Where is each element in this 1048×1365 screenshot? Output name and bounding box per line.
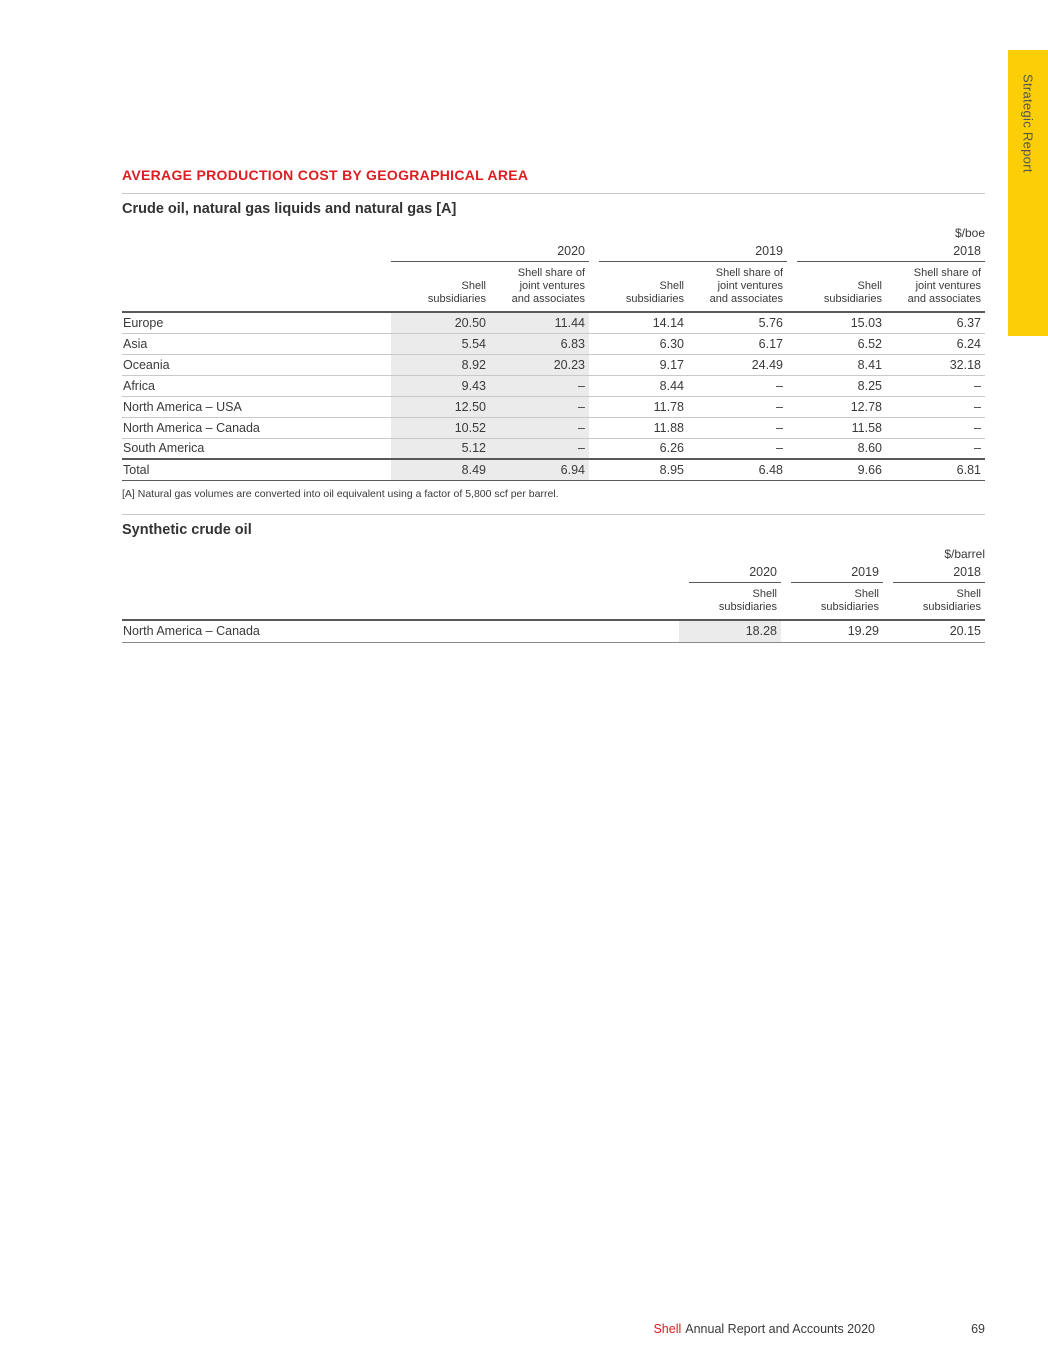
crude-table-heading: Crude oil, natural gas liquids and natural gas [A] (122, 201, 457, 217)
title-divider (122, 193, 985, 194)
value-cell: 6.37 (886, 312, 985, 333)
col-header-subsidiaries-2018: Shell subsidiaries (787, 262, 886, 312)
table-footnote: [A] Natural gas volumes are converted into oil equivalent using a factor of 5,800 scf per barrel. (122, 487, 559, 500)
page-number: 69 (971, 1322, 985, 1336)
value-cell: 18.28 (679, 620, 781, 643)
table-row-north-america-usa (122, 396, 985, 417)
table-row-total (122, 459, 985, 480)
value-cell: 19.29 (781, 620, 883, 643)
synthetic-cost-table (122, 563, 985, 644)
value-cell: 20.15 (883, 620, 985, 643)
footer-brand: Shell (653, 1322, 682, 1336)
table-row-north-america-canada (122, 620, 985, 643)
row-label: Africa (122, 375, 391, 396)
row-label: North America – USA (122, 396, 391, 417)
year-2020-header: 2020 (391, 242, 589, 262)
year-2019-header: 2019 (781, 563, 883, 583)
empty-header-cell (122, 583, 679, 620)
value-cell: 8.41 (787, 354, 886, 375)
section-divider (122, 514, 985, 515)
column-header-row (122, 583, 985, 620)
value-cell: – (688, 438, 787, 459)
value-cell: 10.52 (391, 417, 490, 438)
column-header-row (122, 262, 985, 312)
value-cell: 6.48 (688, 459, 787, 480)
value-cell: – (688, 417, 787, 438)
value-cell: – (886, 375, 985, 396)
value-cell: 6.17 (688, 333, 787, 354)
value-cell: – (688, 375, 787, 396)
value-cell: 24.49 (688, 354, 787, 375)
value-cell: 9.17 (589, 354, 688, 375)
row-label: North America – Canada (122, 417, 391, 438)
synthetic-table-unit: $/barrel (944, 546, 985, 561)
value-cell: 15.03 (787, 312, 886, 333)
value-cell: 11.58 (787, 417, 886, 438)
value-cell: 8.92 (391, 354, 490, 375)
value-cell: 6.83 (490, 333, 589, 354)
page-content (122, 0, 985, 643)
footer-text: Annual Report and Accounts 2020 (685, 1322, 875, 1336)
value-cell: 14.14 (589, 312, 688, 333)
row-label: South America (122, 438, 391, 459)
page-footer (122, 1322, 985, 1336)
col-header-jv-2019: Shell share of joint ventures and associates (688, 262, 787, 312)
table-row-asia (122, 333, 985, 354)
year-2018-header: 2018 (883, 563, 985, 583)
col-header-subsidiaries-2020: Shell subsidiaries (391, 262, 490, 312)
synthetic-table-heading: Synthetic crude oil (122, 521, 252, 538)
row-label: Total (122, 459, 391, 480)
col-header-subsidiaries-2020: Shell subsidiaries (718, 587, 777, 613)
value-cell: 11.88 (589, 417, 688, 438)
year-2020-header: 2020 (679, 563, 781, 583)
value-cell: 20.23 (490, 354, 589, 375)
year-2018-header: 2018 (787, 242, 985, 262)
value-cell: 5.76 (688, 312, 787, 333)
value-cell: 11.78 (589, 396, 688, 417)
row-label: Asia (122, 333, 391, 354)
value-cell: – (688, 396, 787, 417)
value-cell: – (490, 438, 589, 459)
page-title: AVERAGE PRODUCTION COST BY GEOGRAPHICAL AREA (122, 167, 529, 183)
table-row-south-america (122, 438, 985, 459)
strategic-report-tab (1008, 50, 1048, 336)
strategic-report-tab-label: Strategic Report (1020, 74, 1036, 173)
value-cell: 5.54 (391, 333, 490, 354)
value-cell: 8.49 (391, 459, 490, 480)
value-cell: 8.95 (589, 459, 688, 480)
value-cell: 5.12 (391, 438, 490, 459)
empty-header-cell (122, 262, 391, 312)
value-cell: – (886, 438, 985, 459)
value-cell: 11.44 (490, 312, 589, 333)
value-cell: 12.78 (787, 396, 886, 417)
table-row-europe (122, 312, 985, 333)
value-cell: – (490, 396, 589, 417)
col-header-jv-2018: Shell share of joint ventures and associates (886, 262, 985, 312)
value-cell: – (886, 417, 985, 438)
col-header-subsidiaries-2019: Shell subsidiaries (589, 262, 688, 312)
table-row-africa (122, 375, 985, 396)
value-cell: 9.66 (787, 459, 886, 480)
table-row-north-america-canada (122, 417, 985, 438)
year-header-row (122, 563, 985, 583)
value-cell: 32.18 (886, 354, 985, 375)
year-2019-header: 2019 (589, 242, 787, 262)
col-header-subsidiaries-2019: Shell subsidiaries (820, 587, 879, 613)
value-cell: 12.50 (391, 396, 490, 417)
value-cell: 8.25 (787, 375, 886, 396)
value-cell: – (886, 396, 985, 417)
value-cell: 6.24 (886, 333, 985, 354)
value-cell: 9.43 (391, 375, 490, 396)
value-cell: 6.94 (490, 459, 589, 480)
value-cell: 8.60 (787, 438, 886, 459)
col-header-jv-2020: Shell share of joint ventures and associates (490, 262, 589, 312)
crude-cost-table (122, 242, 985, 481)
col-header-subsidiaries-2018: Shell subsidiaries (922, 587, 981, 613)
value-cell: – (490, 417, 589, 438)
row-label: North America – Canada (122, 620, 679, 643)
value-cell: 6.26 (589, 438, 688, 459)
value-cell: 6.52 (787, 333, 886, 354)
value-cell: – (490, 375, 589, 396)
value-cell: 8.44 (589, 375, 688, 396)
row-label: Oceania (122, 354, 391, 375)
value-cell: 6.30 (589, 333, 688, 354)
row-label: Europe (122, 312, 391, 333)
value-cell: 6.81 (886, 459, 985, 480)
empty-header-cell (122, 242, 391, 262)
year-header-row (122, 242, 985, 262)
crude-table-unit: $/boe (954, 226, 985, 240)
table-row-oceania (122, 354, 985, 375)
value-cell: 20.50 (391, 312, 490, 333)
empty-header-cell (122, 563, 679, 583)
